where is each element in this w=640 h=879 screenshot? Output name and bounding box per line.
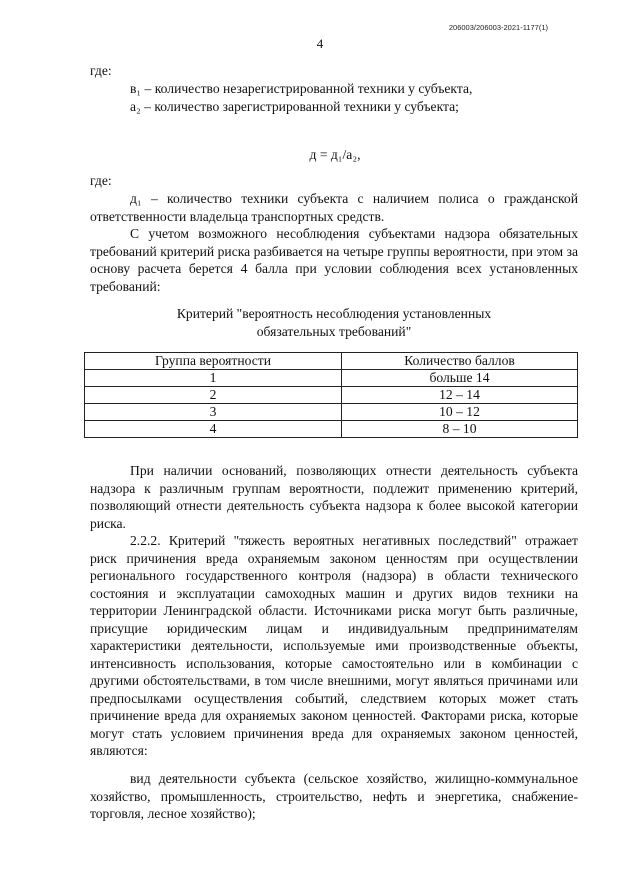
- cell-points: больше 14: [342, 370, 578, 387]
- table-caption-line-2: обязательных требований": [256, 323, 412, 339]
- table-header-row: [85, 353, 578, 370]
- where-label-1: где:: [90, 63, 112, 78]
- paragraph-higher-risk: При наличии оснований, позволяющих отнести деятельность субъекта надзора к различным группам вероятности, подлежит применению критерий, позволяющий отнести деятельность субъекта надзора к более высокой категории риска.: [90, 463, 578, 531]
- formula: д = д₁/а₂,: [309, 147, 361, 162]
- paragraph-severity-criterion: 2.2.2. Критерий "тяжесть вероятных негативных последствий" отражает риск причинения вреда охраняемым законом ценностям при осуществлении регионального государственного контроля (надзора) в области технического состояния и эксплуатации самоходных машин и других видов техники на территории Ленинградской области. Источниками риска могут быть различные, присущие юридическим лицам и индивидуальным предпринимателям характеристики деятельности, используемые ими производственные объекты, интенсивность использования, которые самостоятельно или в комбинации с другими обстоятельствами, в том числе внешними, могут являться причинами или предпосылками осуществления событий, следствием которых может стать причинение вреда для охраняемых законом ценностей. Факторами риска, которые могут стать условием причинения вреда для охраняемых законом ценностей, являются:: [90, 533, 578, 758]
- cell-group: 3: [85, 404, 342, 421]
- paragraph-probability-groups: С учетом возможного несоблюдения субъектами надзора обязательных требований критерий риска разбивается на четыре группы вероятности, при этом за основу расчета берется 4 балла при условии соблюдения всех установленных требований:: [90, 226, 578, 294]
- document-id: 206003/206003-2021-1177(1): [448, 23, 548, 32]
- page-number: 4: [316, 36, 324, 51]
- table-row: [85, 387, 578, 404]
- cell-points: 10 – 12: [342, 404, 578, 421]
- table-caption-line-1: Критерий "вероятность несоблюдения установленных: [176, 306, 492, 321]
- cell-group: 4: [85, 421, 342, 438]
- table-caption: [90, 305, 578, 340]
- cell-points: 8 – 10: [342, 421, 578, 438]
- header-points-count: Количество баллов: [342, 353, 578, 370]
- definition-d1: д₁ – количество техники субъекта с наличием полиса о гражданской ответственности владельца транспортных средств.: [90, 191, 578, 224]
- table-row: [85, 404, 578, 421]
- cell-group: 1: [85, 370, 342, 387]
- table-row: [85, 370, 578, 387]
- cell-group: 2: [85, 387, 342, 404]
- definition-v1: в₁ – количество незарегистрированной техники у субъекта,: [130, 81, 473, 96]
- paragraph-activity-type: вид деятельности субъекта (сельское хозяйство, жилищно-коммунальное хозяйство, промышленность, строительство, нефть и энергетика, снабжение-торговля, лесное хозяйство);: [90, 771, 578, 821]
- table-row: [85, 421, 578, 438]
- definition-a2: а₂ – количество зарегистрированной техники у субъекта;: [130, 99, 459, 114]
- where-label-2: где:: [90, 173, 112, 188]
- criteria-table: [84, 352, 578, 438]
- cell-points: 12 – 14: [342, 387, 578, 404]
- header-probability-group: Группа вероятности: [85, 353, 342, 370]
